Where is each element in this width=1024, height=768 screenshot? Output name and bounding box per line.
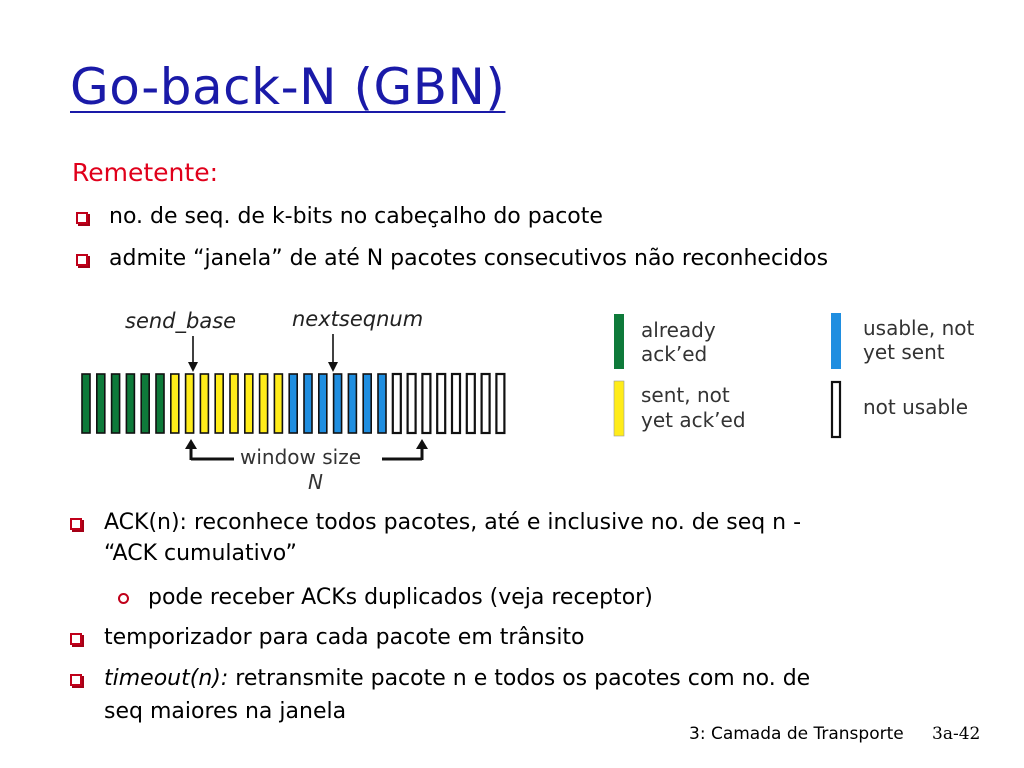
packet-acked <box>126 374 134 433</box>
bullet-window-text: admite “janela” de até N pacotes consecutivos não reconhecidos <box>109 246 829 271</box>
packet-sent-unacked <box>171 374 179 433</box>
packet-usable-unsent <box>334 374 342 433</box>
packet-sent-unacked <box>230 374 238 433</box>
square-bullet-icon <box>70 633 82 645</box>
legend-sent-line2: yet ack’ed <box>641 408 746 432</box>
page-title: Go-back-N (GBN) <box>70 58 506 116</box>
packet-acked <box>82 374 90 433</box>
packet-sent-unacked <box>260 374 268 433</box>
packet-not-usable <box>408 374 416 433</box>
sender-heading: Remetente: <box>72 158 218 187</box>
packet-sent-unacked <box>274 374 282 433</box>
legend-sent-line1: sent, not <box>641 383 730 407</box>
bullet-ack-line2: “ACK cumulativo” <box>104 541 297 566</box>
legend-not-usable-swatch <box>832 382 840 437</box>
packet-usable-unsent <box>348 374 356 433</box>
bullet-timer-text: temporizador para cada pacote em trânsito <box>104 625 585 650</box>
bullet-timer <box>70 623 585 653</box>
send-base-arrowhead-icon <box>188 362 198 372</box>
bullet-ack <box>70 508 801 538</box>
packet-not-usable <box>467 374 475 433</box>
square-bullet-icon <box>76 212 88 224</box>
legend-sent-swatch <box>614 381 624 436</box>
legend-usable-line2: yet sent <box>863 340 945 364</box>
packet-not-usable <box>422 374 430 433</box>
nextseqnum-arrowhead-icon <box>328 362 338 372</box>
packet-usable-unsent <box>363 374 371 433</box>
send-base-label: send_base <box>125 309 237 333</box>
bullet-timeout-label: timeout(n): <box>104 666 229 691</box>
bullet-ack-text: ACK(n): reconhece todos pacotes, até e inclusive no. de seq n - <box>104 510 802 535</box>
packet-acked <box>141 374 149 433</box>
packet-sequence-strip <box>82 374 504 433</box>
square-bullet-icon <box>76 254 88 266</box>
footer-page-number: 3a-42 <box>932 724 981 744</box>
packet-not-usable <box>496 374 504 433</box>
bullet-seq-bits <box>76 202 603 232</box>
legend-acked-line1: already <box>641 318 716 342</box>
packet-not-usable <box>393 374 401 433</box>
packet-acked <box>97 374 105 433</box>
packet-acked <box>156 374 164 433</box>
legend-acked-swatch <box>614 314 624 369</box>
bullet-seq-bits-text: no. de seq. de k-bits no cabeçalho do pacote <box>109 204 603 229</box>
square-bullet-icon <box>70 674 82 686</box>
square-bullet-icon <box>70 518 82 530</box>
legend-usable-line1: usable, not <box>863 316 975 340</box>
circle-bullet-icon <box>118 593 129 604</box>
gbn-window-diagram <box>0 290 1024 500</box>
packet-acked <box>112 374 120 433</box>
bullet-timeout-text: retransmite pacote n e todos os pacotes com no. de <box>228 666 811 691</box>
packet-usable-unsent <box>304 374 312 433</box>
bullet-timeout-line2: seq maiores na janela <box>104 699 347 724</box>
legend <box>614 313 975 437</box>
packet-not-usable <box>437 374 445 433</box>
bullet-window <box>76 244 828 274</box>
packet-not-usable <box>482 374 490 433</box>
legend-not-usable-label: not usable <box>863 395 969 419</box>
packet-sent-unacked <box>200 374 208 433</box>
window-size-label: window size <box>240 445 362 469</box>
window-n-label: N <box>308 470 323 494</box>
packet-sent-unacked <box>215 374 223 433</box>
bullet-timeout <box>70 664 810 694</box>
nextseqnum-label: nextseqnum <box>292 307 424 331</box>
legend-acked-line2: ack’ed <box>641 342 708 366</box>
packet-sent-unacked <box>245 374 253 433</box>
legend-usable-swatch <box>831 313 841 369</box>
footer-chapter: 3: Camada de Transporte <box>689 724 904 744</box>
packet-usable-unsent <box>319 374 327 433</box>
packet-usable-unsent <box>378 374 386 433</box>
sub-bullet-duplicate-acks-text: pode receber ACKs duplicados (veja receptor) <box>148 585 653 610</box>
packet-sent-unacked <box>186 374 194 433</box>
packet-not-usable <box>452 374 460 433</box>
packet-usable-unsent <box>289 374 297 433</box>
sub-bullet-duplicate-acks <box>118 583 653 613</box>
